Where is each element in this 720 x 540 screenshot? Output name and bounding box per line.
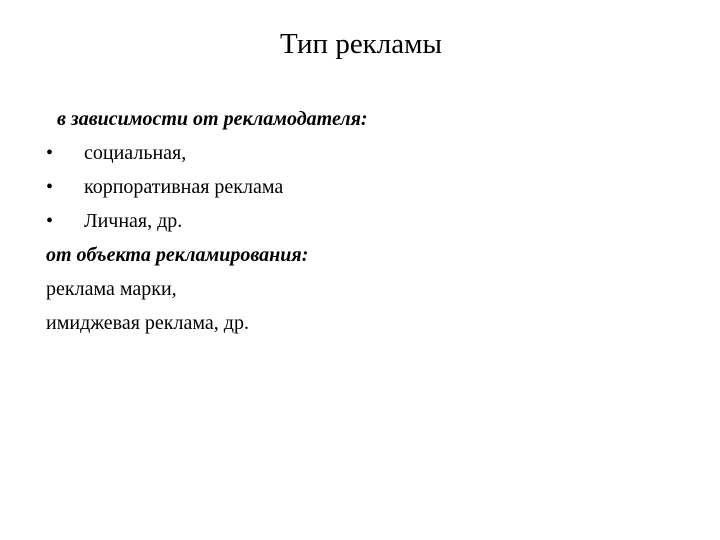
bullet-icon: • xyxy=(46,176,54,198)
bullet-icon: • xyxy=(46,142,54,164)
list-item xyxy=(46,204,696,238)
list-item-text: Личная, др. xyxy=(84,210,183,232)
list-item-text: корпоративная реклама xyxy=(84,176,284,198)
list-item-text: социальная, xyxy=(84,142,187,164)
section-heading-advertiser: в зависимости от рекламодателя: xyxy=(57,108,368,130)
bullet-icon: • xyxy=(46,210,54,232)
slide-body xyxy=(46,102,696,340)
section-heading-object: от объекта рекламирования: xyxy=(46,244,309,266)
list-item xyxy=(46,136,696,170)
text-line: имиджевая реклама, др. xyxy=(46,312,249,334)
list-item xyxy=(46,170,696,204)
text-line: реклама марки, xyxy=(46,278,177,300)
slide-title: Тип рекламы xyxy=(280,28,442,60)
